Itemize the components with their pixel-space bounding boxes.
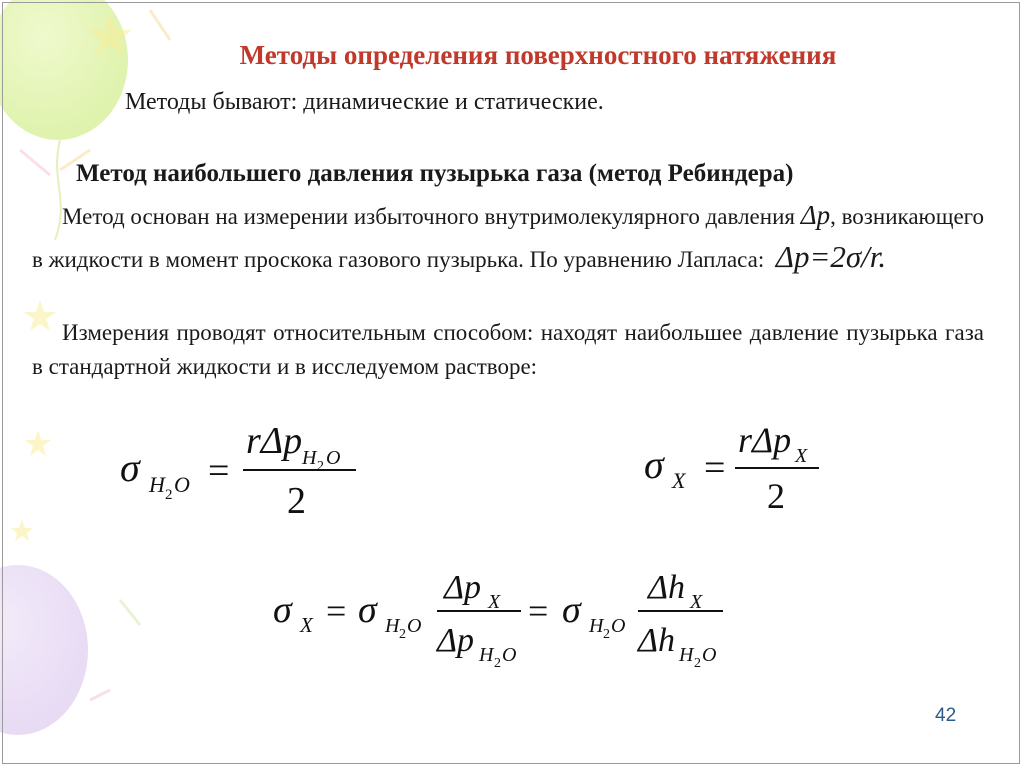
- f1-num-sub-o: O: [326, 447, 341, 469]
- f1-num-sub-h: H: [302, 447, 317, 469]
- delta-p-symbol: Δp: [800, 200, 831, 230]
- f3-frac2-den-sub-h: H: [679, 644, 694, 666]
- f3-frac2-den-sub-o: O: [702, 644, 717, 666]
- formula-sigma-x-relative: [273, 569, 723, 671]
- f3-frac1-den-sub-2: 2: [494, 656, 501, 671]
- f3-sigma-h2o: σ: [358, 589, 377, 631]
- f3-sub-o-2: O: [611, 615, 626, 637]
- f1-equals: =: [208, 450, 230, 492]
- formula-sigma-x: [644, 420, 819, 516]
- f3-equals-2: =: [528, 591, 549, 631]
- f2-numerator: rΔp: [738, 420, 792, 460]
- f3-equals-1: =: [326, 591, 347, 631]
- f3-frac1-den: Δp: [437, 622, 474, 659]
- f1-numerator: rΔp: [246, 420, 303, 462]
- formula-sigma-h2o: [120, 420, 356, 522]
- f2-sigma: σ: [644, 442, 664, 487]
- f3-frac1-num: Δp: [444, 569, 481, 606]
- measurement-text: Измерения проводят относительным способом: находят наибольшее давление пузырька газа в стандартной жидкости и в исследуемом растворе:: [32, 320, 984, 379]
- f3-frac2-num: Δh: [648, 569, 685, 606]
- f1-num-sub-2: 2: [317, 459, 324, 474]
- f1-sub-h: H: [149, 472, 165, 497]
- f1-sub-2: 2: [165, 487, 173, 503]
- laplace-equation: Δp=2σ/r.: [775, 239, 887, 274]
- f3-sub-x: X: [300, 613, 313, 637]
- f1-sub-o: O: [174, 472, 190, 497]
- f3-sub-o: O: [407, 615, 422, 637]
- f3-frac2-den-sub-2: 2: [694, 656, 701, 671]
- f3-frac1-den-sub-h: H: [479, 644, 494, 666]
- f3-sub-h: H: [385, 615, 400, 637]
- f3-sub-h-2: H: [589, 615, 604, 637]
- f3-frac2-num-sub-x: X: [690, 591, 703, 613]
- f3-frac2-den: Δh: [638, 622, 675, 659]
- f2-sub-x: X: [672, 468, 686, 493]
- page-number: 42: [935, 705, 957, 726]
- f1-sigma: σ: [120, 445, 140, 490]
- f2-num-sub-x: X: [795, 445, 808, 467]
- f3-sigma-x: σ: [273, 589, 292, 631]
- f2-denominator: 2: [767, 476, 785, 516]
- method-heading: Метод наибольшего давления пузырька газа (метод Ребиндера): [76, 160, 794, 187]
- f3-sigma-h2o-2: σ: [562, 589, 581, 631]
- f2-equals: =: [704, 447, 726, 489]
- f3-sub-2: 2: [399, 627, 406, 642]
- f3-frac1-den-sub-o: O: [502, 644, 517, 666]
- f1-denominator: 2: [287, 480, 306, 522]
- description-text-a: Метод основан на измерении избыточного внутримолекулярного давления: [62, 204, 795, 229]
- slide-title: Методы определения поверхностного натяжения: [239, 40, 837, 70]
- f3-sub-2-2: 2: [603, 627, 610, 642]
- slide-subtitle: Методы бывают: динамические и статические.: [125, 89, 604, 115]
- description-text-b: , возникающего в жидкости в момент проскока газового пузырька. По уравнению Лапласа:: [32, 204, 985, 272]
- f3-frac1-num-sub-x: X: [488, 591, 501, 613]
